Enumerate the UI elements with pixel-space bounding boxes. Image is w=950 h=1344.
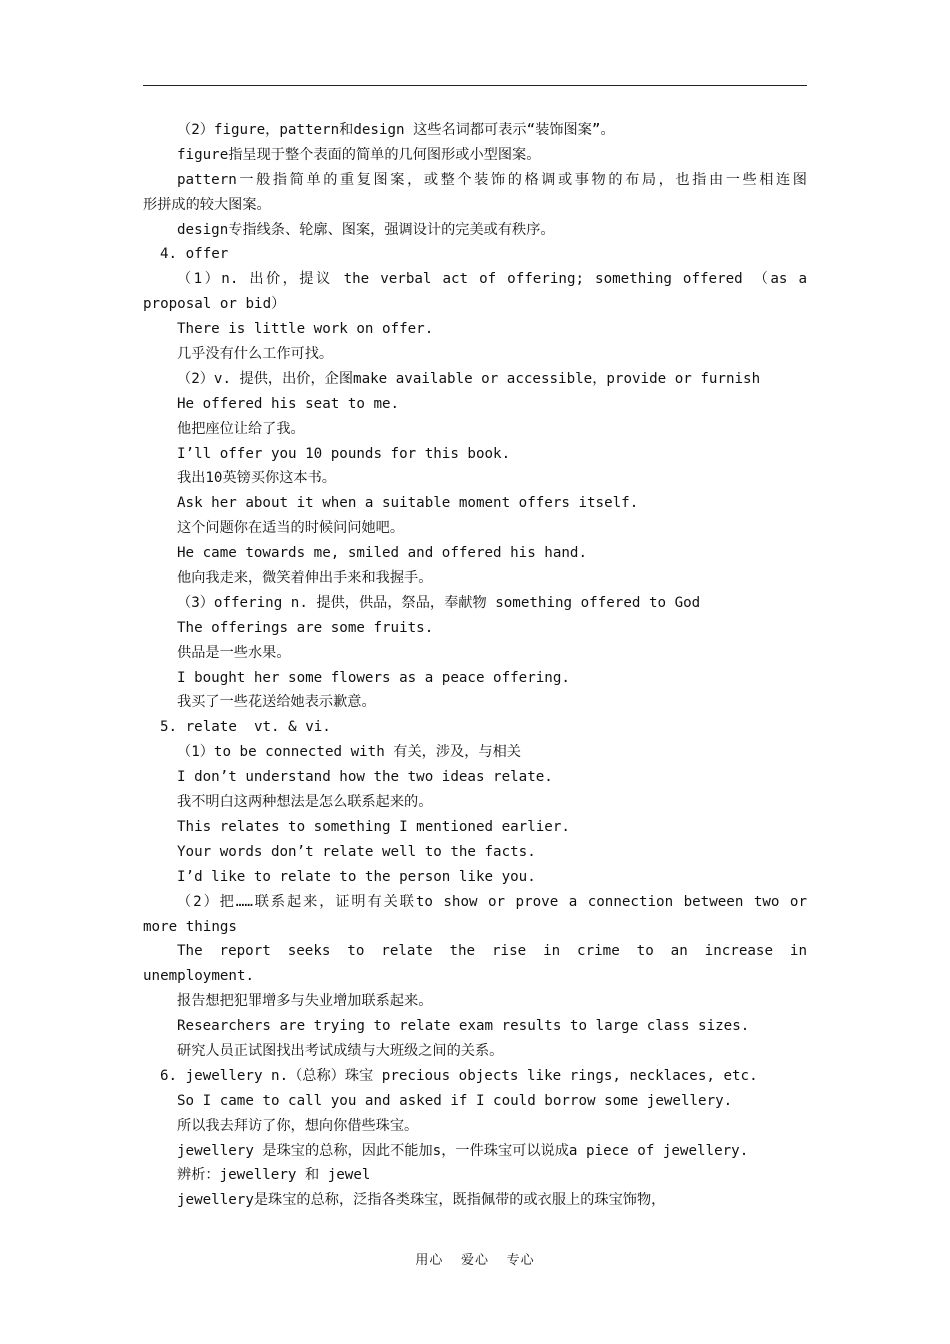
translation: 他把座位让给了我。 <box>177 420 305 437</box>
text-line: design专指线条、轮廓、图案，强调设计的完美或有秩序。 <box>177 221 555 238</box>
example-sentence: The offerings are some fruits. <box>177 619 434 636</box>
text-line: more things <box>143 918 237 935</box>
text-line: figure指呈现于整个表面的简单的几何图形或小型图案。 <box>177 146 541 163</box>
text-line: （2）把……联系起来，证明有关联to show or prove a connection between two or <box>177 893 807 910</box>
text-line: （3）offering n. 提供，供品，祭品，奉献物 something offered to God <box>177 594 701 611</box>
text-line: jewellery 是珠宝的总称，因此不能加s，一件珠宝可以说成a piece of jewellery. <box>177 1142 749 1159</box>
text-line: （2）figure，pattern和design 这些名词都可表示“装饰图案”。 <box>177 122 615 138</box>
section-heading: 5. relate vt. & vi. <box>160 719 331 736</box>
text-line: jewellery是珠宝的总称，泛指各类珠宝，既指佩带的或衣服上的珠宝饰物， <box>177 1192 666 1209</box>
translation: 我不明白这两种想法是怎么联系起来的。 <box>177 794 433 811</box>
text-line: （1）to be connected with 有关，涉及，与相关 <box>177 744 521 761</box>
example-sentence: He came towards me, smiled and offered his hand. <box>177 545 587 562</box>
example-sentence: So I came to call you and asked if I could borrow some jewellery. <box>177 1092 733 1109</box>
example-sentence: Ask her about it when a suitable moment offers itself. <box>177 495 639 512</box>
header-rule <box>143 85 807 86</box>
page-footer: 用心 爱心 专心 <box>415 1253 535 1268</box>
example-sentence: I’d like to relate to the person like you. <box>177 868 536 885</box>
example-sentence: I don’t understand how the two ideas relate. <box>177 769 553 786</box>
translation: 所以我去拜访了你，想向你借些珠宝。 <box>177 1117 419 1134</box>
text-line: 形拼成的较大图案。 <box>143 196 271 213</box>
example-sentence: This relates to something I mentioned earlier. <box>177 818 570 835</box>
translation: 他向我走来，微笑着伸出手来和我握手。 <box>177 570 433 587</box>
example-sentence: I bought her some flowers as a peace offering. <box>177 669 570 686</box>
translation: 供品是一些水果。 <box>177 644 291 661</box>
document-body <box>143 118 807 1213</box>
translation: 我出10英镑买你这本书。 <box>177 470 336 487</box>
example-sentence: There is little work on offer. <box>177 321 434 338</box>
example-sentence: He offered his seat to me. <box>177 395 400 412</box>
translation: 我买了一些花送给她表示歉意。 <box>177 694 376 711</box>
text-line: 辨析：jewellery 和 jewel <box>177 1167 371 1184</box>
translation: 研究人员正试图找出考试成绩与大班级之间的关系。 <box>177 1042 504 1059</box>
translation: 几乎没有什么工作可找。 <box>177 346 334 363</box>
translation: 报告想把犯罪增多与失业增加联系起来。 <box>177 993 433 1010</box>
section-heading: 4. offer <box>160 246 229 263</box>
example-sentence: I’ll offer you 10 pounds for this book. <box>177 445 511 462</box>
example-sentence: Researchers are trying to relate exam results to large class sizes. <box>177 1018 750 1035</box>
example-sentence: Your words don’t relate well to the facts. <box>177 843 536 860</box>
text-line: pattern一般指简单的重复图案，或整个装饰的格调或事物的布局，也指由一些相连图 <box>177 171 807 188</box>
text-line: proposal or bid） <box>143 296 286 313</box>
text-line: （2）v. 提供，出价，企图make available or accessible，provide or furnish <box>177 370 761 387</box>
text-line: （1）n. 出价，提议 the verbal act of offering; something offered （as a <box>177 271 807 288</box>
section-heading: 6. jewellery n.（总称）珠宝 precious objects like rings, necklaces, etc. <box>160 1067 758 1084</box>
example-sentence: unemployment. <box>143 968 255 985</box>
example-sentence: The report seeks to relate the rise in crime to an increase in <box>177 943 807 960</box>
translation: 这个问题你在适当的时候问问她吧。 <box>177 520 405 537</box>
